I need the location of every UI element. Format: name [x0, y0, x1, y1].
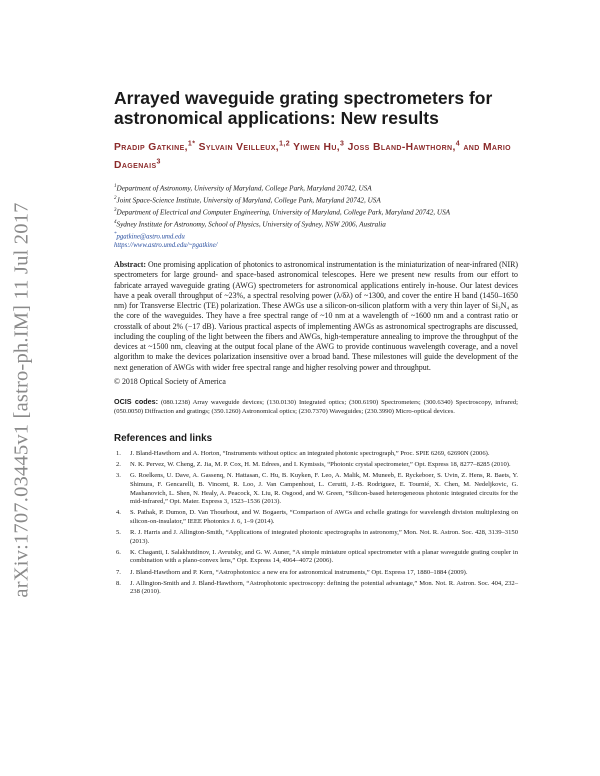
- affiliation: $^3$Department of Electrical and Computer Engineering, University of Maryland, College Park, Maryland 20742, USA: [114, 207, 451, 217]
- arxiv-id: arXiv:1707.03445v1 [astro-ph.IM] 11 Jul 2017: [10, 202, 33, 598]
- affiliation: $^2$Joint Space-Science Institute, University of Maryland, College Park, Maryland 20742, USA: [114, 195, 381, 205]
- website-link[interactable]: https://www.astro.umd.edu/~pgatkine/: [114, 242, 218, 250]
- reference-item: 7. J. Bland-Hawthorn and P. Kern, “Astrophotonics: a new era for astronomical instruments,” Opt. Express 17, 1880–1884 (2009).: [116, 568, 468, 576]
- author: and Mario Dagenais$^3$: [114, 142, 512, 172]
- author: Pradip Gatkine,$^{1*}$: [114, 141, 196, 154]
- email-link[interactable]: *pgatkine@astro.umd.edu: [114, 231, 185, 241]
- ocis-text: (080.1238) Array waveguide devices; (130.0130) Integrated optics; (300.6190) Spectrometers; (300.6340) Spectroscopy, infrared; (050.0050) Diffraction and gratings; (350.1260) Astronomical optics; (230.7370) Waveguides; (230.3990) Micro-optical devices.: [114, 398, 518, 416]
- arxiv-stamp: [2, 200, 42, 600]
- reference-item: 3. G. Roelkens, U. Dave, A. Gassenq, N. Hattasan, C. Hu, B. Kuyken, F. Leo, A. Malik, M. Muneeb, E. Ryckeboer, S. Uvin, Z. Hens, R. Baets, Y. Shimura, F. Gencarelli, B. Vincent, R. Loo, J. Van Campenhout, L. Cerutti, J.-B. Rodriguez, E. Tournié, X. Chen, M. Nedeljkovic, G. Mashanovich, L. Shen, N. Healy, A. Peacock, X. Liu, R. Osgood, and W. Green, “Silicon-based heterogeneous photonic integrated circuits for the mid-infrared,” Opt. Mater. Express 3, 1523–1536 (2013).: [116, 472, 518, 506]
- affiliation: $^4$Sydney Institute for Astronomy, School of Physics, University of Sydney, NSW 2006, Australia: [114, 219, 386, 229]
- abstract-label: Abstract:: [114, 260, 146, 270]
- references-heading: References and links: [114, 432, 213, 444]
- reference-item: 8. J. Allington-Smith and J. Bland-Hawthorn, “Astrophotonic spectroscopy: defining the potential advantage,” Mon. Not. R. Astron. Soc. 404, 232–238 (2010).: [116, 579, 518, 596]
- reference-item: 5. R. J. Harris and J. Allington-Smith, “Applications of integrated photonic spectrographs in astronomy,” Mon. Not. R. Astron. Soc. 428, 3139–3150 (2013).: [116, 529, 518, 545]
- paper-title: Arrayed waveguide grating spectrometers for astronomical applications: New results: [114, 88, 493, 128]
- reference-item: 1. J. Bland-Hawthorn and A. Horton, “Instruments without optics: an integrated photonic spectrograph,” Proc. SPIE 6269, 62690N (2006).: [116, 449, 490, 457]
- abstract: [114, 260, 518, 373]
- ocis-label: OCIS codes:: [114, 396, 159, 406]
- reference-list: [114, 450, 518, 597]
- ocis-codes: [114, 397, 518, 417]
- author: Joss Bland-Hawthorn,$^4$: [347, 141, 461, 154]
- reference-item: 6. K. Chaganti, I. Salakhutdinov, I. Avrutsky, and G. W. Auner, “A simple miniature optical spectrometer with a planar waveguide grating coupler in combination with a plano-convex lens,” Opt. Express 14, 4064–4072 (2006).: [116, 548, 518, 565]
- author: Sylvain Veilleux,$^{1,2}$: [198, 141, 290, 154]
- affiliation: $^1$Department of Astronomy, University of Maryland, College Park, Maryland 20742, USA: [114, 183, 372, 193]
- reference-item: 2. N. K. Pervez, W. Cheng, Z. Jia, M. P. Cox, H. M. Edrees, and I. Kymissis, “Photonic crystal spectrometer,” Opt. Express 18, 8277–8285 (2010).: [116, 461, 511, 469]
- author-list: [114, 138, 518, 174]
- author: Yiwen Hu,$^3$: [293, 141, 345, 154]
- copyright-notice: © 2018 Optical Society of America: [114, 376, 226, 386]
- abstract-text: One promising application of photonics to astronomical instrumentation is the miniaturization of near-infrared (NIR) spectrometers for large ground- and space-based astronomical telescopes. Here we present new results from our effort to fabricate arrayed waveguide grating (AWG) spectrometers for astronomical applications entirely in-house. Our latest devices have a peak overall throughput of ~23%, a spectral resolving power (λ/δλ) of ~1300, and cover the entire H band (1450–1650 nm) for Transverse Electric (TE) polarization. These AWGs use a silicon-on-silicon platform with a very thin layer of Si₃N₄ as the core of the waveguides. They have a free spectral range of ~10 nm at a wavelength of ~1600 nm and a contrast ratio or crosstalk of about 2% (−17 dB). Various practical aspects of implementing AWGs as astronomical spectrographs are discussed, including the coupling of the light between the fibers and AWGs, high-temperature annealing to improve the throughput of the devices at ~1500 nm, cleaving at the output focal plane of the AWG to provide continuous wavelength coverage, and a novel algorithm to make the devices polarization insensitive over a broad band. These milestones will guide the development of the next generation of AWGs with wider free spectral range and higher resolving power and throughput.: [114, 260, 518, 372]
- paper-page: [114, 88, 518, 600]
- reference-item: 4. S. Pathak, P. Dumon, D. Van Thourhout, and W. Bogaerts, “Comparison of AWGs and echelle gratings for wavelength division multiplexing on silicon-on-insulator,” IEEE Photonics J. 6, 1–9 (2014).: [116, 509, 518, 525]
- affiliation-list: [114, 182, 518, 250]
